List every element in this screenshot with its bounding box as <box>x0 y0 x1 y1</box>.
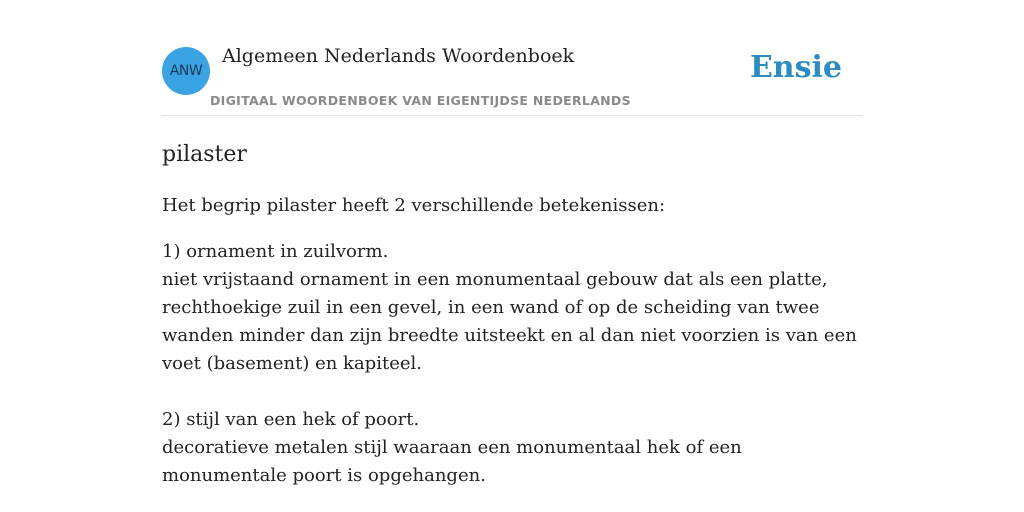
entry-intro: Het begrip pilaster heeft 2 verschillende betekenissen: <box>162 195 666 216</box>
meaning-definition: decoratieve metalen stijl waaraan een monumentaal hek of een monumentale poort is opgehangen. <box>162 437 742 486</box>
main-container <box>162 0 862 490</box>
site-header <box>162 0 862 116</box>
meaning-item <box>162 238 862 378</box>
meanings-list <box>162 238 862 490</box>
entry-title: pilaster <box>162 142 247 167</box>
meaning-definition: niet vrijstaand ornament in een monumentaal gebouw dat als een platte, rechthoekige zuil in een gevel, in een wand of op de scheiding van twee wanden minder dan zijn breedte uitsteekt en al dan niet voorzien is van een voet (basement) en kapiteel. <box>162 269 857 374</box>
meaning-item <box>162 406 862 490</box>
site-title[interactable]: Algemeen Nederlands Woordenboek <box>222 45 575 67</box>
entry-content <box>162 142 862 490</box>
site-subtitle: DIGITAAL WOORDENBOEK VAN EIGENTIJDSE NEDERLANDS <box>210 93 631 108</box>
anw-logo[interactable]: ANW <box>162 47 210 95</box>
meaning-heading: 1) ornament in zuilvorm. <box>162 241 389 262</box>
ensie-brand-logo[interactable]: Ensie <box>749 50 842 85</box>
meaning-heading: 2) stijl van een hek of poort. <box>162 409 420 430</box>
